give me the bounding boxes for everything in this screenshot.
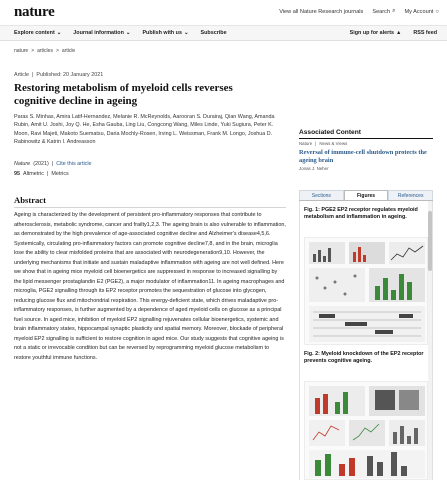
breadcrumb-item[interactable]: articles: [37, 48, 53, 54]
divider: [299, 138, 433, 139]
research-journals-link[interactable]: View all Nature Research journals: [279, 8, 364, 15]
explore-content-menu[interactable]: [14, 30, 61, 36]
publish-label: Publish with us: [142, 30, 182, 36]
journal-info-label: Journal information: [73, 30, 124, 36]
author-list[interactable]: Paras S. Minhas, Amira Latif-Hernandez, Melanie R. McReynolds, Aarooran S. Durairaj, Qian Wang, Amanda Rubin, Amit U. Joshi, Joy Q. He, Esha Gauba, Ling Liu, Congcong Wang, Miles Linde, Yuki Sugiura, Peter K. Moon, Ravi Majeti, Makoto Suematsu, Daria Mochly-Rosen, Irving L. Weissman, Frank M. Longo, Joshua D. Rabinowitz & Katrin I. Andreasson: [14, 114, 275, 146]
separator: |: [46, 171, 49, 177]
figure-2-caption[interactable]: Fig. 2: Myeloid knockdown of the EP2 receptor prevents cognitive ageing.: [304, 351, 424, 364]
cite-article-link[interactable]: Cite this article: [56, 161, 92, 167]
chevron-right-icon: >: [55, 48, 59, 54]
tab-sections[interactable]: Sections: [299, 190, 344, 200]
breadcrumb-item: article: [61, 48, 76, 54]
article-meta: [14, 72, 103, 78]
figures-scrollbar[interactable]: [428, 201, 432, 480]
abstract-heading: Abstract: [14, 195, 46, 205]
alerts-link[interactable]: [350, 30, 402, 36]
journal-year: (2021): [33, 161, 49, 167]
metrics-line: [14, 171, 69, 177]
figures-panel[interactable]: [299, 201, 433, 480]
article-title: Restoring metabolism of myeloid cells reverses cognitive decline in ageing: [14, 82, 233, 107]
abstract-text: Ageing is characterized by the development of persistent pro-inflammatory responses that contribute to atherosclerosis, metabolic syndrome, cancer and frailty1,2,3. The ageing brain is also vulnerable to inflammation, as demonstrated by the high prevalence of age-associated cognitive decline and Alzheimer's disease4,5,6. Systemically, circulating pro-inflammatory factors can promote cognitive decline7,8, and in the brain, microglia lose the ability to clear misfolded proteins that are associated with neurodegeneration9,10. However, the underlying mechanisms that initiate and sustain maladaptive inflammation with ageing are not well defined. Here we show that in ageing mice myeloid cell bioenergetics are suppressed in response to increased signalling by the lipid messenger prostaglandin E2 (PGE2), a major modulator of inflammation11. In ageing macrophages and microglia, PGE2 signalling through its EP2 receptor promotes the sequestration of glucose into glycogen, reducing glucose flux and mitochondrial respiration. This energy-deficient state, which drives maladaptive pro-inflammatory responses, is further augmented by a dependence of aged myeloid cells on glucose as a principal fuel source. In aged mice, inhibition of myeloid EP2 signalling rejuvenates cellular bioenergetics, systemic and brain inflammatory states, hippocampal synaptic plasticity and spatial memory. Moreover, blockade of peripheral myeloid EP2 signalling is sufficient to restore cognition in aged mice. Our study suggests that cognitive ageing is not a static or irrevocable condition but can be reversed by reprogramming myeloid glucose metabolism to restore youthful immune functions.: [14, 212, 286, 361]
journal-line: [14, 161, 92, 167]
figure-1-thumbnail[interactable]: [304, 237, 428, 345]
sidebar-tabs: [299, 190, 433, 201]
associated-article-link[interactable]: Reversal of immune-cell shutdown protects the ageing brain: [299, 149, 427, 164]
altmetric-score: 95: [14, 171, 20, 177]
associated-meta: [299, 141, 347, 146]
separator: |: [51, 161, 54, 167]
associated-type: News & Views: [319, 141, 348, 146]
article-type: Article: [14, 72, 29, 78]
account-link-label: My Account: [404, 8, 434, 15]
associated-content-heading: Associated Content: [299, 129, 361, 136]
journal-info-menu[interactable]: [73, 30, 130, 36]
tab-references[interactable]: References: [388, 190, 433, 200]
rss-link[interactable]: RSS feed: [413, 30, 437, 36]
breadcrumb: [14, 48, 75, 54]
journal-name: Nature: [14, 161, 31, 167]
divider: [14, 207, 286, 208]
chevron-down-icon: ⌄: [183, 30, 189, 36]
publish-menu[interactable]: [142, 30, 188, 36]
figure-2-thumbnail[interactable]: [304, 381, 428, 480]
associated-journal: Nature: [299, 141, 313, 146]
bell-icon: ▲: [395, 30, 402, 36]
top-bar: [0, 0, 447, 26]
top-links: [279, 8, 439, 15]
alerts-label: Sign up for alerts: [349, 30, 394, 36]
altmetric-link[interactable]: Altmetric: [23, 171, 44, 177]
search-link-label: Search: [372, 8, 391, 15]
tab-figures[interactable]: Figures: [344, 190, 389, 200]
account-link[interactable]: [404, 9, 439, 15]
scrollbar-thumb[interactable]: [428, 211, 432, 271]
search-link[interactable]: [372, 8, 395, 15]
explore-content-label: Explore content: [14, 30, 55, 36]
separator: |: [31, 72, 34, 78]
subscribe-link[interactable]: Subscribe: [200, 30, 227, 36]
associated-author: Jonas J. Neher: [299, 166, 329, 171]
chevron-down-icon: ⌄: [56, 30, 62, 36]
figure-2-graphic: [305, 382, 428, 480]
metrics-link[interactable]: Metrics: [51, 171, 69, 177]
separator: |: [315, 141, 317, 146]
chevron-right-icon: >: [31, 48, 35, 54]
chevron-down-icon: ⌄: [125, 30, 131, 36]
figure-1-caption[interactable]: Fig. 1: PGE2 EP2 receptor regulates myeloid metabolism and inflammation in ageing.: [304, 207, 418, 220]
figure-1-graphic: [305, 238, 428, 345]
search-icon: ⌕: [392, 8, 396, 14]
main-nav: [0, 26, 447, 41]
user-icon: ○: [435, 8, 439, 15]
nature-logo[interactable]: nature: [14, 4, 55, 20]
published-date: Published: 20 January 2021: [36, 72, 104, 78]
breadcrumb-item[interactable]: nature: [14, 48, 29, 54]
